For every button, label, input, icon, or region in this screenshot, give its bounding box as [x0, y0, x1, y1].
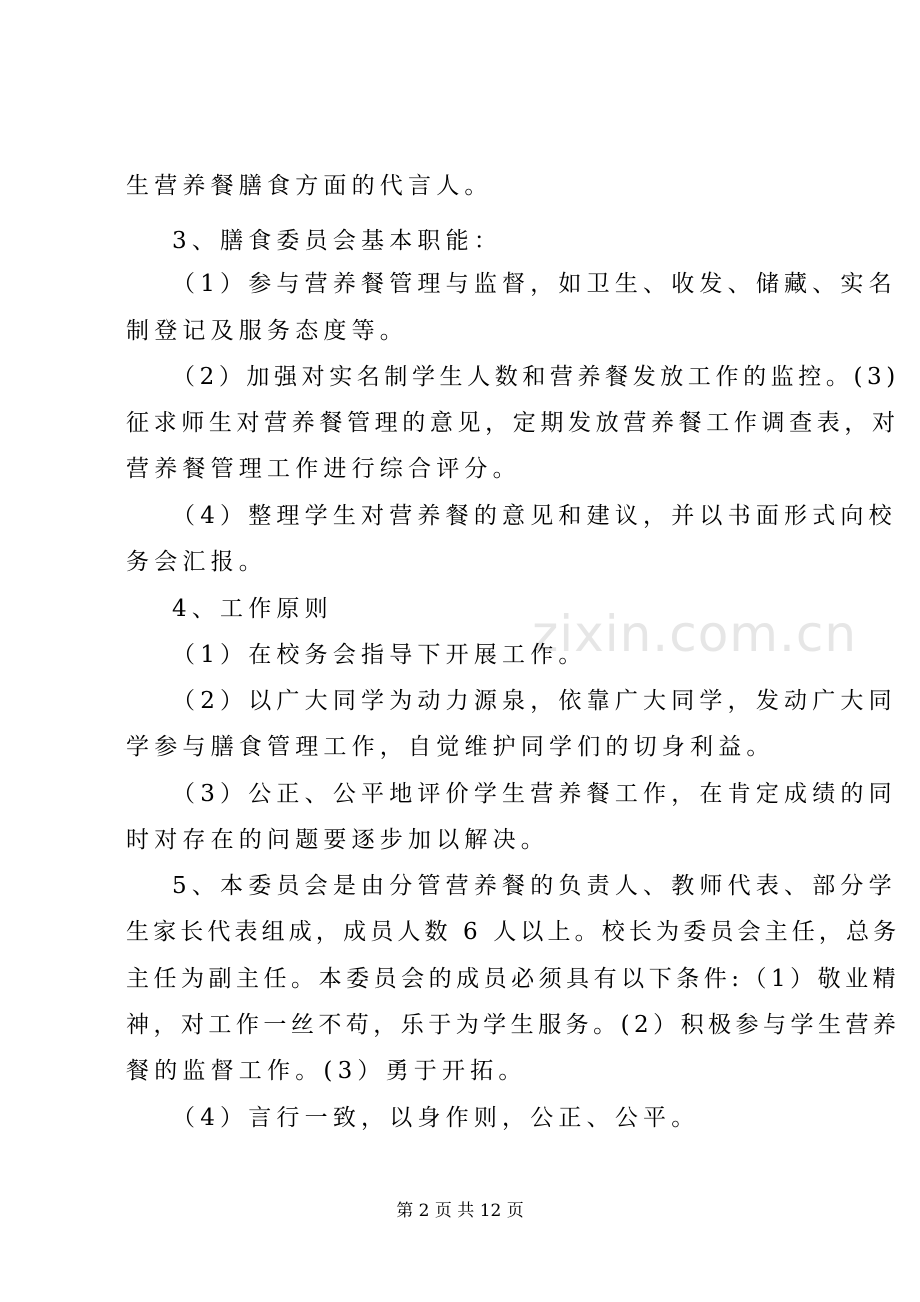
watermark: zixin.com.cn: [532, 605, 858, 663]
body-line: 主任为副主任。本委员会的成员必须具有以下条件:（1）敬业精: [126, 966, 901, 992]
body-line: （3）公正、公平地评价学生营养餐工作，在肯定成绩的同: [172, 781, 897, 807]
body-line: 时对存在的问题要逐步加以解决。: [126, 827, 549, 853]
body-line: 4、工作原则: [172, 596, 333, 622]
body-line: 生营养餐膳食方面的代言人。: [126, 173, 493, 199]
body-line: （4）整理学生对营养餐的意见和建议，并以书面形式向校: [172, 503, 897, 529]
body-line: 餐的监督工作。(3）勇于开拓。: [126, 1058, 527, 1084]
body-line: （1）在校务会指导下开展工作。: [172, 642, 587, 668]
body-line: 制登记及服务态度等。: [126, 318, 408, 344]
body-line: 生家长代表组成，成员人数 6 人以上。校长为委员会主任，总务: [126, 919, 901, 945]
body-line: （2）加强对实名制学生人数和营养餐发放工作的监控。(3): [172, 364, 900, 390]
page-number-footer: 第 2 页 共 12 页: [396, 1201, 524, 1221]
body-line: （1）参与营养餐管理与监督，如卫生、收发、储藏、实名: [172, 271, 897, 297]
body-line: （2）以广大同学为动力源泉，依靠广大同学，发动广大同: [172, 688, 897, 714]
body-line: 营养餐管理工作进行综合评分。: [126, 456, 521, 482]
body-line: 神，对工作一丝不苟，乐于为学生服务。(2）积极参与学生营养: [126, 1012, 901, 1038]
body-line: 3、膳食委员会基本职能：: [172, 228, 503, 254]
body-line: 务会汇报。: [126, 549, 267, 575]
body-line: （4）言行一致，以身作则，公正、公平。: [172, 1105, 700, 1131]
body-line: 学参与膳食管理工作，自觉维护同学们的切身利益。: [126, 734, 775, 760]
body-line: 5、本委员会是由分管营养餐的负责人、教师代表、部分学: [172, 873, 897, 899]
body-line: 征求师生对营养餐管理的意见，定期发放营养餐工作调查表，对: [126, 410, 900, 436]
